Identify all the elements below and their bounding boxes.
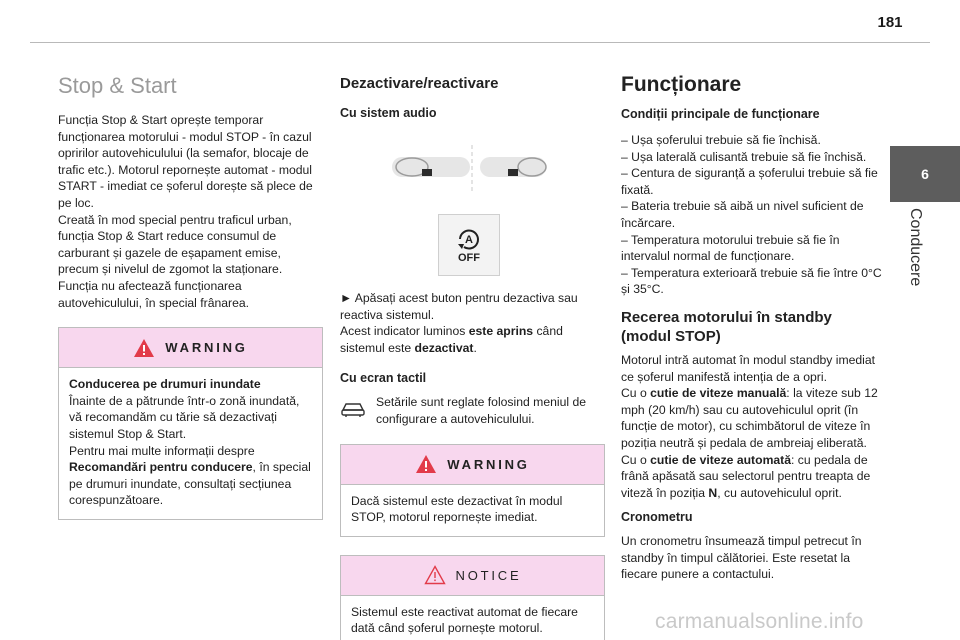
notice-triangle-icon xyxy=(424,565,446,585)
conditions-list xyxy=(621,132,886,298)
warning-header-2 xyxy=(341,445,604,485)
braking-paragraph: Funcția nu afectează funcționarea autovehiculului, în special frânarea. xyxy=(58,278,250,310)
list-item: – Ușa șoferului trebuie să fie închisă. xyxy=(621,133,821,147)
warning-text-2: Pentru mai multe informații despre Recomandări pentru conducere, în special pe drumuri inundate, consultați secțiunea corespunzătoare. xyxy=(69,443,311,508)
subtitle-audio: Cu sistem audio xyxy=(340,106,437,120)
list-item: – Temperatura motorului trebuie să fie în intervalul normal de funcționare. xyxy=(621,232,840,264)
column-operation xyxy=(621,70,886,583)
touchscreen-info xyxy=(340,394,605,427)
notice-header xyxy=(341,556,604,596)
section-title-deactivation: Dezactivare/reactivare xyxy=(340,75,499,92)
subtitle-touchscreen: Cu ecran tactil xyxy=(340,371,427,386)
svg-text:A: A xyxy=(465,233,473,246)
list-item: – Centura de siguranță a șoferului trebuie să fie fixată. xyxy=(621,166,878,197)
manual-gearbox-text: Cu o cutie de viteze manuală: la viteze sub 12 mph (20 km/h) sau cu autovehiculul oprit (în funcție de motor), cu schimbătorul de viteze în poziția neutră și pedala de ambreiaj eliberată. xyxy=(621,386,878,450)
list-item: – Bateria trebuie să aibă un nivel suficient de încărcare. xyxy=(621,199,864,230)
list-item: – Temperatura exterioară trebuie să fie între 0°C și 35°C. xyxy=(621,265,882,297)
watermark: carmanualsonline.info xyxy=(655,610,864,633)
warning-text-1: Înainte de a pătrunde într-o zonă inundată, vă recomandăm cu tărie să dezactivați sistemul Stop & Start. xyxy=(69,393,300,441)
stop-start-off-button[interactable] xyxy=(438,214,500,276)
subtitle-conditions: Condiții principale de funcționare xyxy=(621,107,820,121)
button-instruction: ► Apăsați acest buton pentru dezactiva sau reactiva sistemul. xyxy=(340,291,578,322)
subtitle-chronometer: Cronometru xyxy=(621,510,693,525)
indicator-text: Acest indicator luminos este aprins când sistemul este dezactivat. xyxy=(340,324,563,355)
steering-wheel-illustration xyxy=(340,143,605,205)
column-deactivation xyxy=(340,70,605,640)
warning-box-restart xyxy=(340,444,605,537)
chapter-title: Conducere xyxy=(907,208,924,287)
notice-title: NOTICE xyxy=(455,567,522,583)
touchscreen-text: Setările sunt reglate folosind meniul de configurare a autovehiculului. xyxy=(376,395,587,426)
standby-intro: Motorul intră automat în modul standby imediat ce șoferul manifestă intenția de a opri. xyxy=(621,352,876,384)
warning-heading: Conducerea pe drumuri inundate xyxy=(69,377,261,392)
page-number: 181 xyxy=(877,14,903,31)
warning-header xyxy=(59,328,322,368)
steering-wheel-right-icon xyxy=(480,157,546,177)
warning-box-flooded xyxy=(58,327,323,520)
column-stop-start xyxy=(58,70,323,520)
warning-text-restart: Dacă sistemul este dezactivat în modul STOP, motorul repornește imediat. xyxy=(351,493,563,525)
section-title-standby: Recerea motorului în standby (modul STOP) xyxy=(621,308,832,345)
chapter-tab[interactable]: 6 xyxy=(890,146,960,202)
intro-paragraph: Funcția Stop & Start oprește temporar funcționarea motorului - modul STOP - în cazul opririlor autovehiculului (la semafor, blocaje de trafic etc.). Motorul repornește automat - modul START - imediat ce șoferul dorește să plece de pe loc. xyxy=(58,113,313,210)
warning-title: WARNING xyxy=(165,340,248,356)
notice-box-reactivation xyxy=(340,555,605,640)
warning-triangle-icon xyxy=(415,454,437,474)
header-divider xyxy=(30,42,930,43)
steering-wheel-left-icon xyxy=(392,157,470,177)
chronometer-text: Un cronometru însumează timpul petrecut în standby în timpul călătoriei. Este resetat la fiecare punere a contactului. xyxy=(621,534,862,582)
notice-text: Sistemul este reactivat automat de fiecare dată când șoferul pornește motorul. xyxy=(351,604,578,636)
urban-paragraph: Creată în mod special pentru traficul urban, funcția Stop & Start reduce consumul de carburant și gazele de eșapament emise, precum și nivelul de zgomot la staționare. xyxy=(58,212,292,277)
car-settings-icon xyxy=(340,398,366,418)
warning-title-2: WARNING xyxy=(447,456,530,472)
off-label: OFF xyxy=(458,251,480,264)
automatic-gearbox-text: Cu o cutie de viteze automată: cu pedala de frână apăsată sau selectorul pentru treapta de viteză în poziția N, cu autovehiculul oprit. xyxy=(621,452,871,500)
warning-triangle-icon xyxy=(133,338,155,358)
section-title-operation: Funcționare xyxy=(621,73,742,96)
section-title-stop-start: Stop & Start xyxy=(58,73,177,98)
stop-start-icon xyxy=(455,227,483,251)
list-item: – Ușa laterală culisantă trebuie să fie închisă. xyxy=(621,149,867,164)
